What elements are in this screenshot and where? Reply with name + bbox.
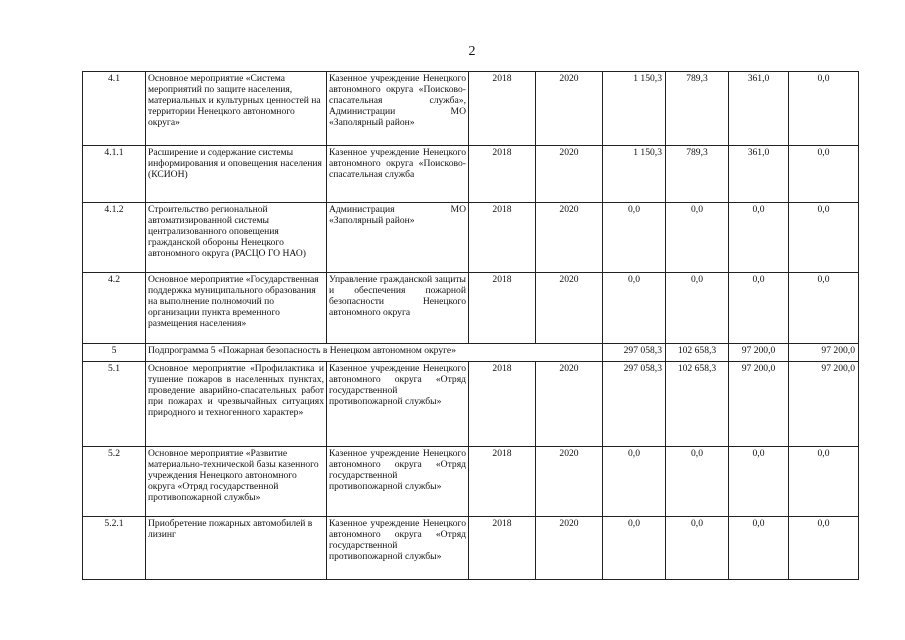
program-table	[82, 71, 859, 580]
row-value-2020: 0,0	[789, 203, 859, 273]
table-row	[83, 72, 859, 146]
row-value-2019: 97 200,0	[729, 362, 789, 447]
subprogram-title: Подпрограмма 5 «Пожарная безопасность в Ненецком автономном округе»	[146, 344, 603, 362]
row-value-2020: 97 200,0	[789, 344, 859, 362]
row-title: Приобретение пожарных автомобилей в лизинг	[146, 517, 327, 580]
row-number: 4.1.2	[83, 203, 146, 273]
row-value-2019: 0,0	[729, 203, 789, 273]
row-number: 5.2.1	[83, 517, 146, 580]
table-row	[83, 203, 859, 273]
row-total: 0,0	[603, 517, 666, 580]
row-value-2018: 789,3	[666, 72, 729, 146]
row-total: 297 058,3	[603, 344, 666, 362]
row-value-2018: 102 658,3	[666, 344, 729, 362]
row-end-year: 2020	[536, 203, 603, 273]
row-number: 4.1.1	[83, 146, 146, 203]
row-value-2020: 0,0	[789, 72, 859, 146]
row-number: 5.2	[83, 447, 146, 517]
row-value-2020: 0,0	[789, 517, 859, 580]
row-end-year: 2020	[536, 146, 603, 203]
row-executor: Казенное учреждение Ненецкого автономного округа «Поисково-спасательная служба», Администрации МО «Заполярный район»	[327, 72, 469, 146]
row-value-2019: 0,0	[729, 447, 789, 517]
row-start-year: 2018	[469, 203, 536, 273]
table-row	[83, 146, 859, 203]
row-total: 0,0	[603, 447, 666, 517]
row-executor: Казенное учреждение Ненецкого автономного округа «Отряд государственной противопожарной службы»	[327, 362, 469, 447]
row-value-2019: 0,0	[729, 517, 789, 580]
row-total: 1 150,3	[603, 72, 666, 146]
row-number: 5	[83, 344, 146, 362]
subprogram-row	[83, 344, 859, 362]
row-start-year: 2018	[469, 72, 536, 146]
page-number: 2	[468, 44, 476, 59]
row-start-year: 2018	[469, 273, 536, 344]
row-value-2020: 97 200,0	[789, 362, 859, 447]
row-executor: Администрация МО «Заполярный район»	[327, 203, 469, 273]
row-total: 0,0	[603, 203, 666, 273]
row-end-year: 2020	[536, 72, 603, 146]
row-end-year: 2020	[536, 273, 603, 344]
row-value-2020: 0,0	[789, 273, 859, 344]
table-row	[83, 447, 859, 517]
row-title: Основное мероприятие «Государственная поддержка муниципального образования на выполнение полномочий по организации пункта временного размещения населения»	[146, 273, 327, 344]
row-title: Основное мероприятие «Профилактика и тушение пожаров в населенных пунктах, проведение аварийно-спасательных работ при пожарах и чрезвычайных ситуациях природного и техногенного характер»	[146, 362, 327, 447]
row-number: 4.1	[83, 72, 146, 146]
row-value-2018: 789,3	[666, 146, 729, 203]
row-start-year: 2018	[469, 517, 536, 580]
row-value-2018: 102 658,3	[666, 362, 729, 447]
row-value-2020: 0,0	[789, 447, 859, 517]
row-executor: Казенное учреждение Ненецкого автономного округа «Отряд государственной противопожарной службы»	[327, 517, 469, 580]
row-value-2019: 97 200,0	[729, 344, 789, 362]
row-value-2018: 0,0	[666, 517, 729, 580]
row-executor: Казенное учреждение Ненецкого автономного округа «Поисково-спасательная служба	[327, 146, 469, 203]
row-executor: Казенное учреждение Ненецкого автономного округа «Отряд государственной противопожарной службы»	[327, 447, 469, 517]
row-end-year: 2020	[536, 362, 603, 447]
table-row	[83, 517, 859, 580]
row-number: 4.2	[83, 273, 146, 344]
table-row	[83, 273, 859, 344]
row-title: Расширение и содержание системы информирования и оповещения населения (КСИОН)	[146, 146, 327, 203]
row-value-2018: 0,0	[666, 203, 729, 273]
row-number: 5.1	[83, 362, 146, 447]
table-row	[83, 362, 859, 447]
row-total: 297 058,3	[603, 362, 666, 447]
row-end-year: 2020	[536, 517, 603, 580]
row-start-year: 2018	[469, 362, 536, 447]
row-value-2018: 0,0	[666, 447, 729, 517]
row-start-year: 2018	[469, 447, 536, 517]
row-title: Основное мероприятие «Развитие материально-технической базы казенного учреждения Ненецкого автономного округа «Отряд государственной противопожарной службы»	[146, 447, 327, 517]
row-title: Основное мероприятие «Система мероприятий по защите населения, материальных и культурных ценностей на территории Ненецкого автономного округа»	[146, 72, 327, 146]
row-start-year: 2018	[469, 146, 536, 203]
row-value-2019: 0,0	[729, 273, 789, 344]
row-end-year: 2020	[536, 447, 603, 517]
row-executor: Управление гражданской защиты и обеспечения пожарной безопасности Ненецкого автономного округа	[327, 273, 469, 344]
row-value-2018: 0,0	[666, 273, 729, 344]
row-total: 0,0	[603, 273, 666, 344]
row-value-2019: 361,0	[729, 146, 789, 203]
row-title: Строительство региональной автоматизированной системы централизованного оповещения гражданской обороны Ненецкого автономного округа (РАСЦО ГО НАО)	[146, 203, 327, 273]
row-value-2019: 361,0	[729, 72, 789, 146]
row-value-2020: 0,0	[789, 146, 859, 203]
row-total: 1 150,3	[603, 146, 666, 203]
